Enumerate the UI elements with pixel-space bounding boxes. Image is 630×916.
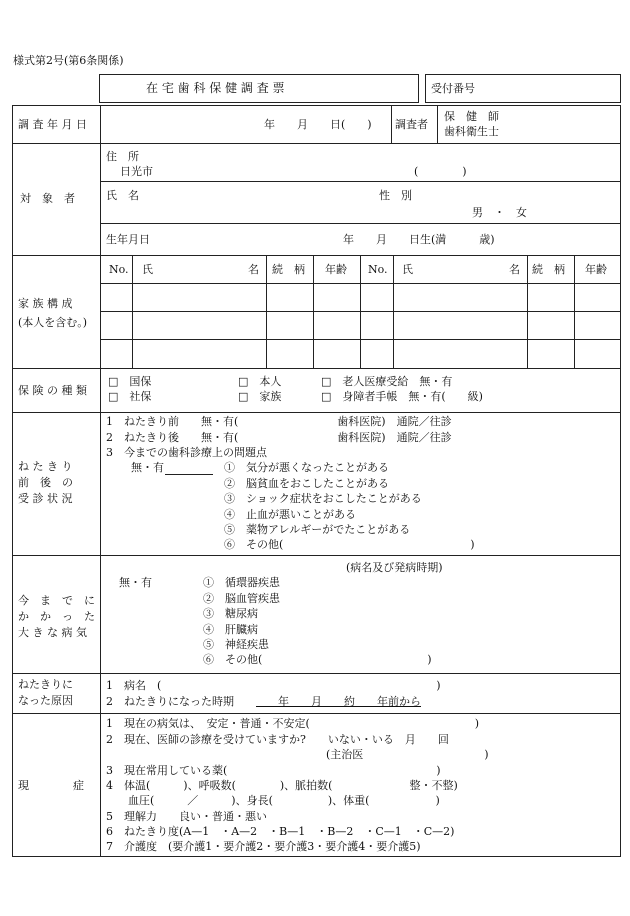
cause-disease-field[interactable]: 1 病名 ( ) [106, 679, 441, 692]
separator [393, 255, 394, 368]
family-col-age: 年齢 [325, 263, 347, 276]
separator [12, 143, 621, 144]
history-mu-yu-underline [165, 474, 213, 475]
current-line-1[interactable]: 1 現在の病気は、 安定・普通・不安定( ) [106, 717, 480, 730]
separator [12, 368, 621, 369]
illness-label-1: 今 ま で に [18, 594, 95, 607]
family-col-relation: 続 柄 [272, 263, 305, 276]
surveyor-role-hygienist[interactable]: 歯科衛生士 [444, 125, 499, 138]
family-sublabel: (本人を含む。) [18, 316, 88, 329]
current-line-2[interactable]: 2 現在、医師の診療を受けていますか? いない・いる 月 回 [106, 733, 449, 746]
cause-period-label: 2 ねたきりになった時期 [106, 695, 234, 708]
insurance-family[interactable]: □ 家族 [238, 390, 282, 403]
birth-field[interactable]: 年 月 日生(満 歳) [343, 233, 495, 246]
name-label: 氏 名 [106, 189, 139, 202]
history-label-1: ね た き り [18, 460, 73, 473]
family-col-given-2: 名 [509, 263, 520, 276]
separator [100, 223, 621, 224]
surveyor-label: 調査者 [395, 118, 428, 131]
illness-label-2: か か っ た [18, 610, 95, 623]
cause-label-1: ねたきりに [18, 678, 73, 691]
illness-item-1[interactable]: ① 循環器疾患 [203, 576, 280, 589]
insurance-social[interactable]: □ 社保 [108, 390, 152, 403]
sex-label: 性 別 [379, 189, 412, 202]
survey-date-label: 調 査 年 月 日 [18, 118, 87, 131]
separator [527, 255, 528, 368]
history-problem-3[interactable]: ③ ショック症状をおこしたことがある [224, 492, 422, 505]
history-line-3: 3 今までの歯科診療上の問題点 [106, 446, 267, 459]
illness-mu-yu[interactable]: 無・有 [119, 576, 152, 589]
illness-item-5[interactable]: ⑤ 神経疾患 [203, 638, 269, 651]
separator [574, 255, 575, 368]
history-label-3: 受 診 状 況 [18, 492, 73, 505]
history-problem-2[interactable]: ② 脳貧血をおこしたことがある [224, 477, 389, 490]
current-line-6[interactable]: 血圧( ／ )、身長( )、体重( ) [106, 794, 440, 807]
form-id: 様式第2号(第6条関係) [13, 54, 124, 67]
cause-period-field[interactable]: 年 月 約 年前から [256, 695, 421, 708]
separator [313, 255, 314, 368]
subject-label: 対 象 者 [20, 192, 75, 205]
family-label: 家 族 構 成 [18, 297, 73, 310]
illness-note: (病名及び発病時期) [346, 561, 443, 574]
history-problem-5[interactable]: ⑤ 薬物アレルギーがでたことがある [224, 523, 411, 536]
form-title: 在 宅 歯 科 保 健 調 査 票 [146, 81, 285, 95]
family-col-given: 名 [248, 263, 259, 276]
receipt-number-label: 受付番号 [431, 82, 475, 95]
family-col-age-2: 年齢 [585, 263, 607, 276]
survey-date-field[interactable]: 年 月 日( ) [264, 118, 372, 131]
history-problem-6[interactable]: ⑥ その他( ) [224, 538, 475, 551]
history-mu-yu[interactable]: 無・有 [131, 461, 164, 474]
current-line-9[interactable]: 7 介護度 (要介護1・要介護2・要介護3・要介護4・要介護5) [106, 840, 421, 853]
label-column-divider [100, 105, 101, 857]
insurance-national[interactable]: □ 国保 [108, 375, 152, 388]
separator [391, 105, 392, 143]
family-col-relation-2: 続 柄 [532, 263, 565, 276]
family-col-surname-2: 氏 [402, 263, 413, 276]
current-line-7[interactable]: 5 理解力 良い・普通・悪い [106, 810, 267, 823]
illness-item-3[interactable]: ③ 糖尿病 [203, 607, 258, 620]
birth-label: 生年月日 [106, 233, 150, 246]
history-problem-4[interactable]: ④ 止血が悪いことがある [224, 508, 356, 521]
separator [12, 255, 621, 256]
family-col-no: No. [109, 263, 129, 276]
surveyor-role-nurse[interactable]: 保 健 師 [444, 110, 499, 123]
history-line-2[interactable]: 2 ねたきり後 無・有( 歯科医院) 通院／往診 [106, 431, 452, 444]
cause-label-2: なった原因 [18, 694, 73, 707]
current-line-4[interactable]: 3 現在常用している薬( ) [106, 764, 441, 777]
separator [12, 412, 621, 413]
family-col-surname: 氏 [142, 263, 153, 276]
insurance-elderly[interactable]: □ 老人医療受給 無・有 [321, 375, 453, 388]
separator [132, 255, 133, 368]
history-label-2: 前 後 の [18, 476, 73, 489]
address-city: 日光市 [120, 165, 153, 178]
history-line-1[interactable]: 1 ねたきり前 無・有( 歯科医院) 通院／往診 [106, 415, 452, 428]
insurance-disability[interactable]: □ 身障者手帳 無・有( 級) [321, 390, 483, 403]
illness-label-3: 大 き な 病 気 [18, 626, 87, 639]
separator [360, 255, 361, 368]
separator [12, 673, 621, 674]
address-label: 住 所 [106, 150, 139, 163]
insurance-label: 保 険 の 種 類 [18, 384, 87, 397]
separator [12, 555, 621, 556]
address-field[interactable]: ( ) [414, 165, 467, 178]
family-col-no-2: No. [368, 263, 388, 276]
separator [266, 255, 267, 368]
sex-options[interactable]: 男 ・ 女 [472, 206, 527, 219]
separator [100, 181, 621, 182]
illness-item-2[interactable]: ② 脳血管疾患 [203, 592, 280, 605]
illness-item-6[interactable]: ⑥ その他( ) [203, 653, 432, 666]
current-label: 現 症 [18, 779, 84, 792]
insurance-principal[interactable]: □ 本人 [238, 375, 282, 388]
current-line-5[interactable]: 4 体温( )、呼吸数( )、脈拍数( 整・不整) [106, 779, 458, 792]
current-line-3[interactable]: (主治医 ) [106, 748, 489, 761]
history-problem-1[interactable]: ① 気分が悪くなったことがある [224, 461, 389, 474]
separator [437, 105, 438, 143]
separator [12, 713, 621, 714]
current-line-8[interactable]: 6 ねたきり度(A—1 ・A—2 ・B—1 ・B—2 ・C—1 ・C—2) [106, 825, 455, 838]
illness-item-4[interactable]: ④ 肝臓病 [203, 623, 258, 636]
